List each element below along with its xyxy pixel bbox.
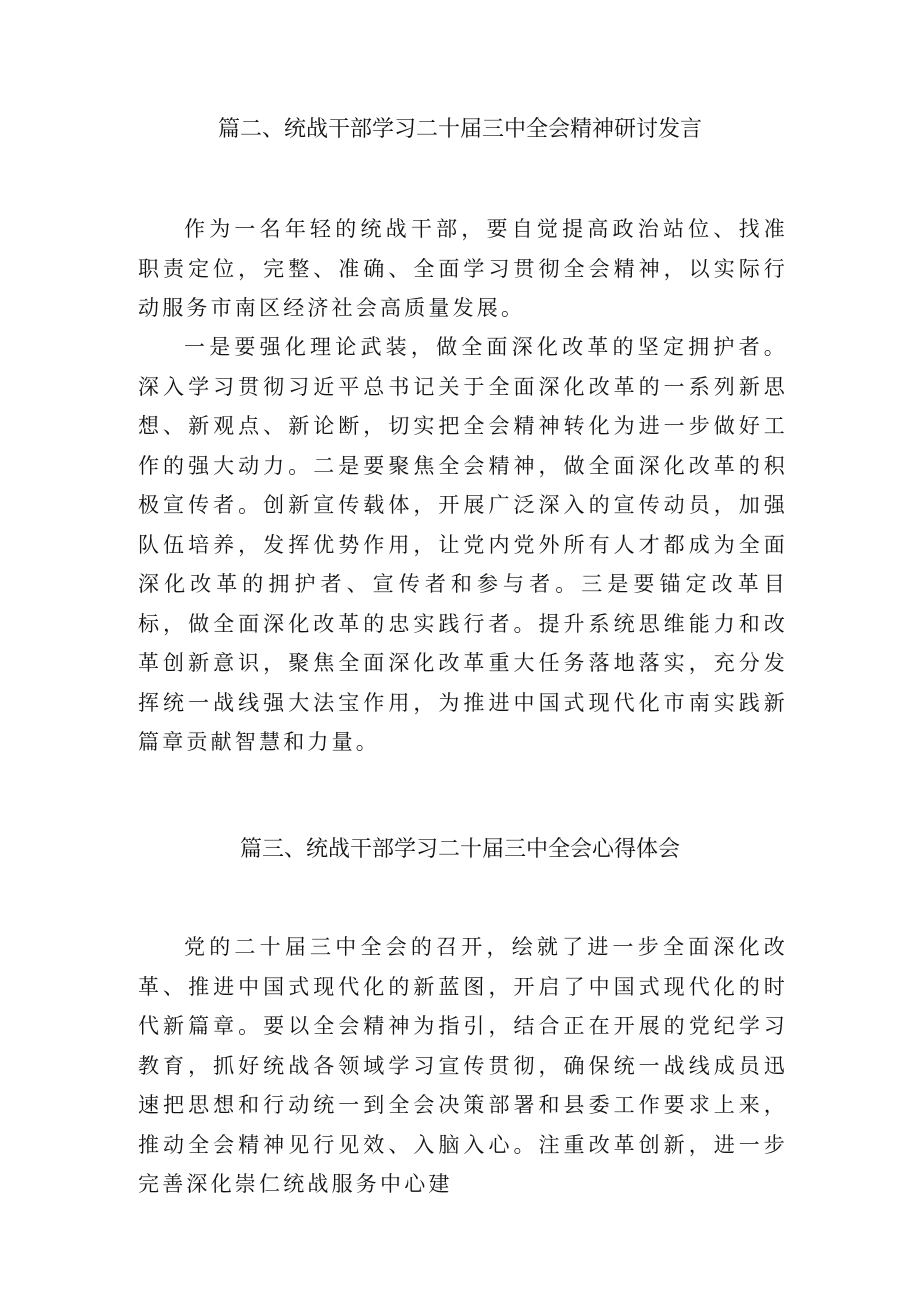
- section-2-title: 篇二、统战干部学习二十届三中全会精神研讨发言: [217, 117, 702, 142]
- section-3-title: 篇三、统战干部学习二十届三中全会心得体会: [239, 837, 680, 862]
- section-3-paragraph-1: 党的二十届三中全会的召开，绘就了进一步全面深化改革、推进中国式现代化的新蓝图，开启了中国式现代化的时代新篇章。要以全会精神为指引，结合正在开展的党纪学习教育，抓好统战各领域学习宣传贯彻，确保统一战线成员迅速把思想和行动统一到全会决策部署和县委工作要求上来，推动全会精神见行见效、入脑入心。注重改革创新，进一步完善深化崇仁统战服务中心建: [138, 935, 788, 1196]
- section-2-paragraph-2: 一是要强化理论武装，做全面深化改革的坚定拥护者。深入学习贯彻习近平总书记关于全面深化改革的一系列新思想、新观点、新论断，切实把全会精神转化为进一步做好工作的强大动力。二是要聚焦全会精神，做全面深化改革的积极宣传者。创新宣传载体，开展广泛深入的宣传动员，加强队伍培养，发挥优势作用，让党内党外所有人才都成为全面深化改革的拥护者、宣传者和参与者。三是要锚定改革目标，做全面深化改革的忠实践行者。提升系统思维能力和改革创新意识，聚焦全面深化改革重大任务落地落实，充分发挥统一战线强大法宝作用，为推进中国式现代化市南实践新篇章贡献智慧和力量。: [138, 335, 788, 754]
- section-2-paragraph-1: 作为一名年轻的统战干部，要自觉提高政治站位、找准职责定位，完整、准确、全面学习贯彻全会精神，以实际行动服务市南区经济社会高质量发展。: [138, 217, 788, 320]
